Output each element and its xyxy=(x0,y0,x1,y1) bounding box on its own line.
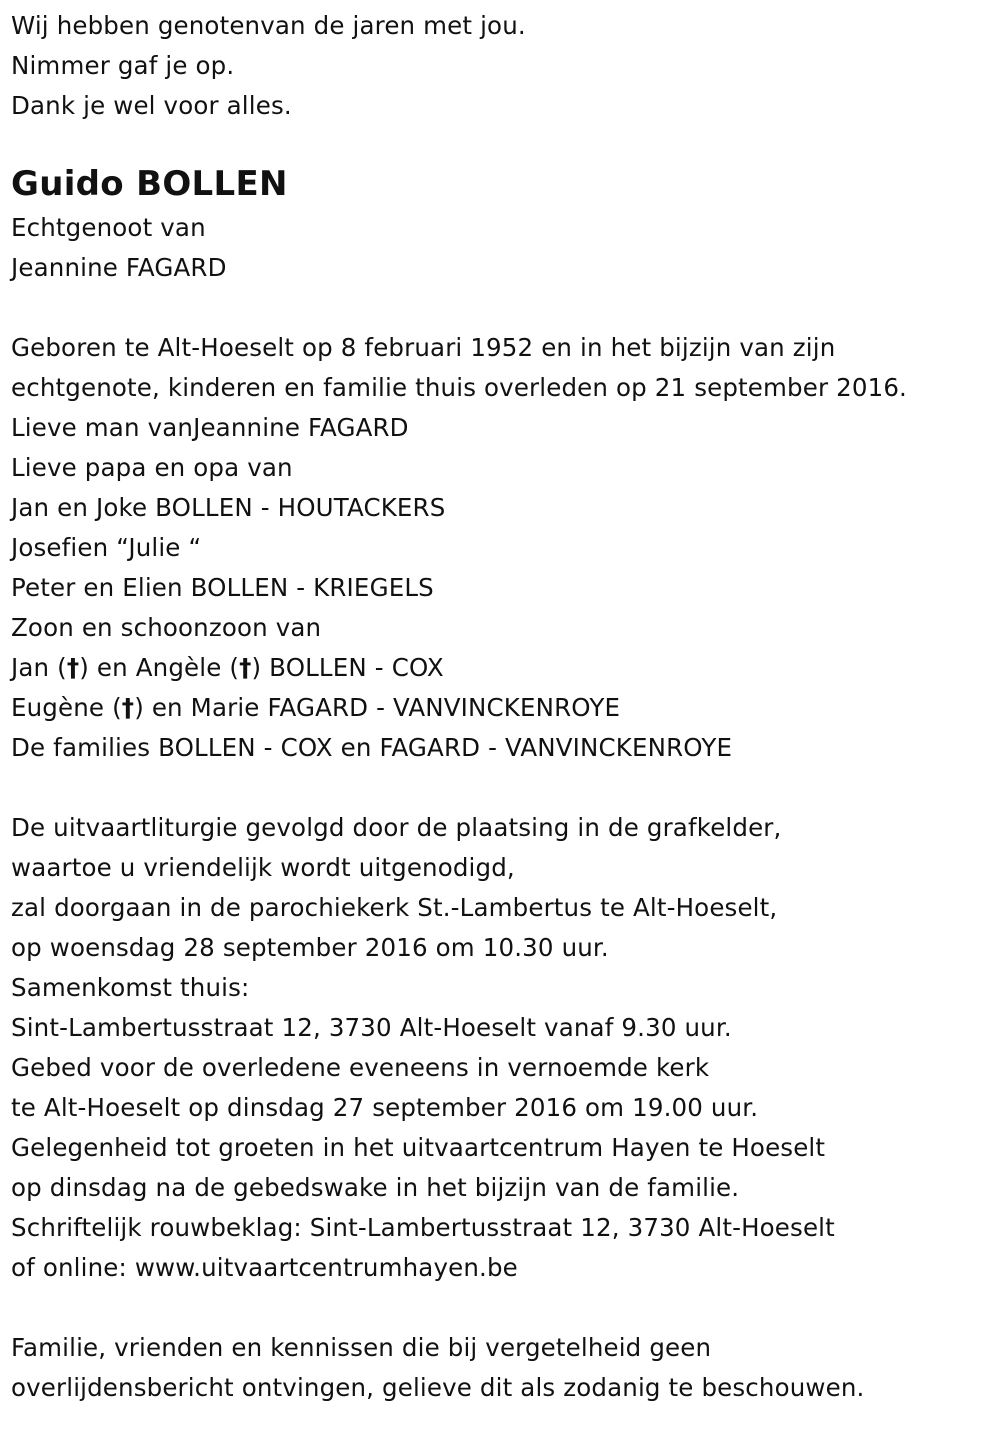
spouse-label: Echtgenoot van xyxy=(11,213,206,242)
spacer xyxy=(11,126,992,160)
closing-line: Familie, vrienden en kennissen die bij vergetelheid geen xyxy=(11,1333,712,1362)
funeral-line: of online: www.uitvaartcentrumhayen.be xyxy=(11,1253,518,1282)
funeral-line: te Alt-Hoeselt op dinsdag 27 september 2016 om 19.00 uur. xyxy=(11,1093,759,1122)
cross-icon: † xyxy=(239,653,252,682)
obituary-text xyxy=(11,6,992,1408)
funeral-line: Schriftelijk rouwbeklag: Sint-Lambertusstraat 12, 3730 Alt-Hoeselt xyxy=(11,1213,835,1242)
family-line: echtgenote, kinderen en familie thuis overleden op 21 september 2016. xyxy=(11,373,907,402)
spacer xyxy=(11,288,992,328)
funeral-line: op woensdag 28 september 2016 om 10.30 uur. xyxy=(11,933,609,962)
funeral-line: De uitvaartliturgie gevolgd door de plaatsing in de grafkelder, xyxy=(11,813,782,842)
families-line: De families BOLLEN - COX en FAGARD - VANVINCKENROYE xyxy=(11,733,733,762)
funeral-line: Gebed voor de overledene eveneens in vernoemde kerk xyxy=(11,1053,710,1082)
parents-line xyxy=(11,648,992,688)
funeral-line: Sint-Lambertusstraat 12, 3730 Alt-Hoeselt vanaf 9.30 uur. xyxy=(11,1013,732,1042)
funeral-line: Gelegenheid tot groeten in het uitvaartcentrum Hayen te Hoeselt xyxy=(11,1133,826,1162)
family-line: Lieve man vanJeannine FAGARD xyxy=(11,413,409,442)
intro-line: Nimmer gaf je op. xyxy=(11,51,235,80)
spacer xyxy=(11,768,992,808)
family-line: Peter en Elien BOLLEN - KRIEGELS xyxy=(11,573,434,602)
family-line: Geboren te Alt-Hoeselt op 8 februari 1952 en in het bijzijn van zijn xyxy=(11,333,836,362)
spouse-name: Jeannine FAGARD xyxy=(11,253,227,282)
parents-line xyxy=(11,688,992,728)
cross-icon: † xyxy=(121,693,135,722)
spacer xyxy=(11,1288,992,1328)
family-line: Lieve papa en opa van xyxy=(11,453,293,482)
parents-text: Jan ( xyxy=(11,653,67,682)
parents-text: Eugène ( xyxy=(11,693,122,722)
funeral-line: waartoe u vriendelijk wordt uitgenodigd, xyxy=(11,853,515,882)
funeral-line: Samenkomst thuis: xyxy=(11,973,250,1002)
family-line: Jan en Joke BOLLEN - HOUTACKERS xyxy=(11,493,446,522)
deceased-name: Guido BOLLEN xyxy=(11,164,288,204)
parents-text: ) en Angèle ( xyxy=(79,653,240,682)
family-line: Josefien “Julie “ xyxy=(11,533,202,562)
cross-icon: † xyxy=(66,653,80,682)
funeral-line: zal doorgaan in de parochiekerk St.-Lambertus te Alt-Hoeselt, xyxy=(11,893,778,922)
parents-text: ) en Marie FAGARD - VANVINCKENROYE xyxy=(134,693,621,722)
intro-line: Dank je wel voor alles. xyxy=(11,91,292,120)
closing-line: overlijdensbericht ontvingen, gelieve dit als zodanig te beschouwen. xyxy=(11,1373,865,1402)
funeral-line: op dinsdag na de gebedswake in het bijzijn van de familie. xyxy=(11,1173,740,1202)
parents-text: ) BOLLEN - COX xyxy=(251,653,444,682)
intro-line: Wij hebben genotenvan de jaren met jou. xyxy=(11,11,526,40)
family-line: Zoon en schoonzoon van xyxy=(11,613,322,642)
